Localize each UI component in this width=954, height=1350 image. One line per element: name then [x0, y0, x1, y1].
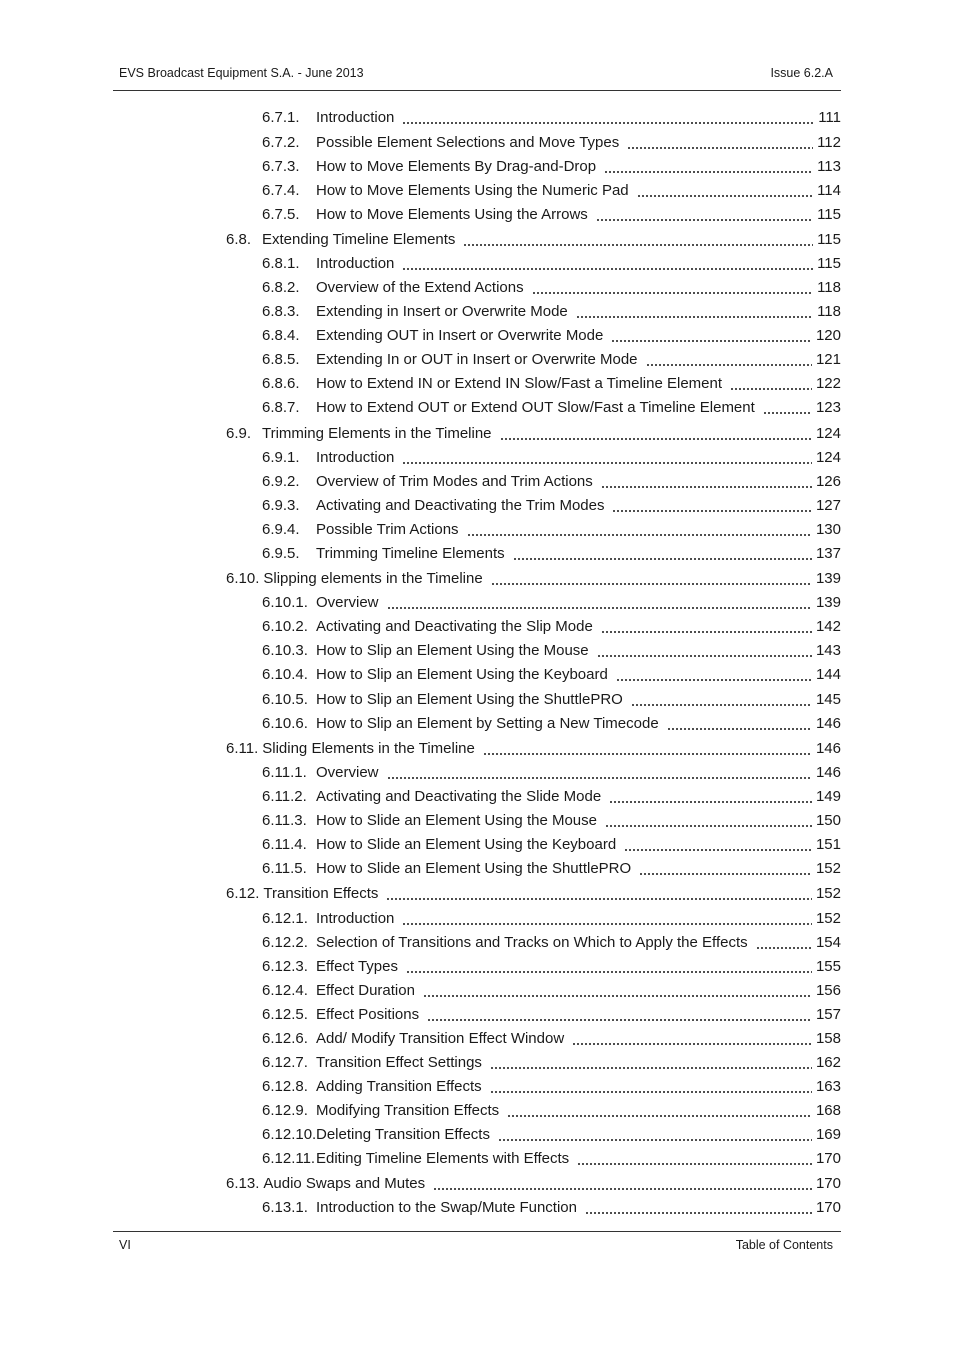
toc-entry-number: 6.11.1. [262, 764, 307, 781]
toc-entry[interactable] [226, 738, 841, 758]
toc-entry-page: 130 [815, 521, 841, 538]
toc-entry-title: How to Slide an Element Using the Keyboard [316, 836, 617, 853]
toc-entry-page: 137 [815, 545, 841, 562]
toc-entry-number: 6.9.2. [262, 473, 300, 490]
toc-entry-title: Activating and Deactivating the Trim Modes [316, 497, 605, 514]
header-issue: Issue 6.2.A [770, 66, 833, 80]
toc-dot-leader [402, 462, 812, 464]
toc-dot-leader [490, 1091, 812, 1093]
toc-entry-number: 6.8.7. [262, 399, 300, 416]
toc-entry-page: 126 [815, 473, 841, 490]
toc-entry[interactable] [262, 1100, 841, 1120]
toc-entry[interactable] [262, 253, 841, 273]
toc-entry[interactable] [262, 834, 841, 854]
toc-dot-leader [763, 412, 812, 414]
toc-entry-page: 139 [815, 594, 841, 611]
toc-entry-page: 157 [815, 1006, 841, 1023]
toc-entry-number: 6.8.1. [262, 255, 300, 272]
toc-entry[interactable] [262, 543, 841, 563]
toc-entry-page: 124 [815, 425, 841, 442]
toc-entry-page: 113 [817, 158, 841, 175]
toc-entry[interactable] [262, 762, 841, 782]
toc-entry-number: 6.10. [226, 570, 260, 587]
toc-dot-leader [601, 486, 812, 488]
toc-entry-page: 152 [815, 860, 841, 877]
toc-entry-number: 6.7.5. [262, 206, 300, 223]
toc-entry-page: 152 [815, 910, 841, 927]
toc-dot-leader [387, 777, 812, 779]
toc-entry-page: 170 [815, 1199, 841, 1216]
toc-entry-title: Audio Swaps and Mutes [263, 1175, 426, 1192]
toc-entry-title: How to Slip an Element Using the Keyboard [316, 666, 608, 683]
toc-entry-number: 6.8.2. [262, 279, 300, 296]
toc-entry-number: 6.7.3. [262, 158, 300, 175]
footer-divider [113, 1231, 841, 1232]
toc-entry-page: 115 [817, 255, 841, 272]
toc-entry-number: 6.8.6. [262, 375, 300, 392]
toc-entry-number: 6.7.1. [262, 109, 300, 126]
toc-dot-leader [387, 607, 812, 609]
toc-dot-leader [386, 898, 812, 900]
toc-dot-leader [637, 195, 813, 197]
toc-entry-page: 114 [817, 182, 841, 199]
toc-entry[interactable] [226, 423, 841, 443]
toc-entry-number: 6.7.2. [262, 134, 300, 151]
toc-dot-leader [646, 364, 812, 366]
toc-entry-title: Adding Transition Effects [316, 1078, 482, 1095]
toc-entry-number: 6.12.2. [262, 934, 308, 951]
toc-dot-leader [406, 971, 812, 973]
toc-entry-title: Selection of Transitions and Tracks on Which to Apply the Effects [316, 934, 748, 951]
toc-dot-leader [402, 122, 814, 124]
toc-entry-title: Modifying Transition Effects [316, 1102, 500, 1119]
toc-entry[interactable] [262, 689, 841, 709]
toc-entry[interactable] [262, 204, 841, 224]
toc-entry[interactable] [262, 132, 841, 152]
toc-dot-leader [433, 1188, 812, 1190]
toc-entry[interactable] [262, 325, 841, 345]
toc-entry-number: 6.12.11. [262, 1150, 316, 1167]
toc-entry-page: 163 [815, 1078, 841, 1095]
toc-entry[interactable] [262, 495, 841, 515]
toc-dot-leader [572, 1043, 812, 1045]
toc-entry-title: Add/ Modify Transition Effect Window [316, 1030, 565, 1047]
toc-entry[interactable] [262, 349, 841, 369]
toc-dot-leader [402, 268, 813, 270]
toc-entry-number: 6.10.4. [262, 666, 308, 683]
toc-entry-page: 170 [815, 1150, 841, 1167]
toc-entry-number: 6.7.4. [262, 182, 300, 199]
toc-entry[interactable] [262, 519, 841, 539]
toc-entry-number: 6.8.4. [262, 327, 300, 344]
toc-dot-leader [627, 147, 813, 149]
toc-entry-title: Extending in Insert or Overwrite Mode [316, 303, 568, 320]
toc-entry-title: Slipping elements in the Timeline [263, 570, 483, 587]
footer-section-title: Table of Contents [735, 1238, 833, 1252]
toc-entry[interactable] [262, 640, 841, 660]
toc-entry-page: 121 [815, 351, 841, 368]
toc-dot-leader [601, 631, 812, 633]
toc-entry-number: 6.12.9. [262, 1102, 308, 1119]
toc-entry-title: How to Slip an Element Using the ShuttlePRO [316, 691, 623, 708]
toc-entry-number: 6.11.2. [262, 788, 307, 805]
toc-entry[interactable] [262, 810, 841, 830]
toc-entry-number: 6.12.3. [262, 958, 308, 975]
toc-entry-number: 6.11. [226, 740, 259, 757]
toc-dot-leader [631, 704, 812, 706]
toc-entry-title: How to Move Elements Using the Numeric Pad [316, 182, 629, 199]
toc-entry-title: Introduction [316, 449, 395, 466]
toc-entry-number: 6.10.2. [262, 618, 308, 635]
toc-entry[interactable] [262, 397, 841, 417]
toc-entry[interactable] [262, 277, 841, 297]
toc-entry[interactable] [262, 932, 841, 952]
toc-entry-page: 155 [815, 958, 841, 975]
toc-entry-page: 124 [815, 449, 841, 466]
toc-entry-title: How to Move Elements By Drag-and-Drop [316, 158, 597, 175]
toc-entry-number: 6.9.3. [262, 497, 300, 514]
toc-entry[interactable] [262, 301, 841, 321]
toc-entry-title: How to Slip an Element by Setting a New Timecode [316, 715, 659, 732]
toc-entry[interactable] [262, 908, 841, 928]
toc-entry-number: 6.10.1. [262, 594, 308, 611]
toc-entry[interactable] [262, 156, 841, 176]
toc-entry-page: 123 [815, 399, 841, 416]
toc-dot-leader [624, 849, 812, 851]
toc-entry[interactable] [262, 1052, 841, 1072]
toc-entry-page: 145 [815, 691, 841, 708]
toc-entry-title: Activating and Deactivating the Slip Mode [316, 618, 593, 635]
toc-dot-leader [490, 1067, 812, 1069]
toc-entry[interactable] [226, 229, 841, 249]
toc-dot-leader [616, 679, 812, 681]
toc-dot-leader [483, 753, 812, 755]
toc-entry[interactable] [262, 471, 841, 491]
toc-entry[interactable] [262, 956, 841, 976]
toc-entry[interactable] [262, 592, 841, 612]
toc-dot-leader [577, 1163, 812, 1165]
toc-dot-leader [576, 316, 813, 318]
toc-dot-leader [667, 728, 812, 730]
toc-dot-leader [611, 340, 812, 342]
toc-entry[interactable] [262, 713, 841, 733]
toc-dot-leader [639, 873, 812, 875]
toc-entry-number: 6.8.5. [262, 351, 300, 368]
toc-entry-title: Effect Duration [316, 982, 415, 999]
toc-dot-leader [423, 995, 812, 997]
toc-entry-page: 118 [817, 303, 841, 320]
toc-entry-number: 6.12. [226, 885, 260, 902]
toc-entry-title: Introduction [316, 255, 395, 272]
toc-entry[interactable] [262, 1004, 841, 1024]
toc-dot-leader [513, 558, 812, 560]
toc-entry-number: 6.9.1. [262, 449, 300, 466]
toc-entry-title: Extending OUT in Insert or Overwrite Mode [316, 327, 604, 344]
toc-dot-leader [500, 438, 812, 440]
toc-entry-title: Introduction to the Swap/Mute Function [316, 1199, 577, 1216]
toc-entry-number: 6.9.5. [262, 545, 300, 562]
toc-entry-title: Introduction [316, 910, 395, 927]
toc-entry-number: 6.11.5. [262, 860, 307, 877]
toc-entry-page: 115 [817, 231, 841, 248]
toc-entry-number: 6.12.6. [262, 1030, 308, 1047]
toc-entry-number: 6.11.4. [262, 836, 307, 853]
toc-entry-number: 6.12.4. [262, 982, 308, 999]
toc-dot-leader [597, 655, 812, 657]
toc-entry-page: 139 [815, 570, 841, 587]
toc-entry-page: 146 [815, 740, 841, 757]
toc-entry-title: How to Extend OUT or Extend OUT Slow/Fast a Timeline Element [316, 399, 755, 416]
toc-entry-page: 149 [815, 788, 841, 805]
toc-entry-title: Trimming Timeline Elements [316, 545, 505, 562]
toc-entry-page: 169 [815, 1126, 841, 1143]
toc-entry[interactable] [262, 858, 841, 878]
toc-entry-page: 151 [815, 836, 841, 853]
toc-entry-number: 6.11.3. [262, 812, 307, 829]
toc-entry-page: 112 [817, 134, 841, 151]
toc-entry-title: Sliding Elements in the Timeline [262, 740, 475, 757]
toc-entry-title: Effect Positions [316, 1006, 420, 1023]
toc-entry-number: 6.12.5. [262, 1006, 308, 1023]
toc-entry-page: 143 [815, 642, 841, 659]
toc-entry-title: Effect Types [316, 958, 398, 975]
toc-entry-page: 170 [815, 1175, 841, 1192]
toc-entry-page: 122 [815, 375, 841, 392]
toc-entry-number: 6.10.5. [262, 691, 308, 708]
toc-entry[interactable] [262, 1076, 841, 1096]
toc-entry[interactable] [262, 616, 841, 636]
toc-dot-leader [498, 1139, 812, 1141]
toc-entry-title: Overview [316, 764, 379, 781]
toc-dot-leader [609, 801, 812, 803]
toc-entry-page: 150 [815, 812, 841, 829]
toc-dot-leader [507, 1115, 812, 1117]
toc-entry-page: 162 [815, 1054, 841, 1071]
toc-entry-title: Deleting Transition Effects [316, 1126, 490, 1143]
toc-entry-page: 146 [815, 715, 841, 732]
toc-entry-number: 6.12.7. [262, 1054, 308, 1071]
toc-entry-page: 118 [817, 279, 841, 296]
toc-entry-title: Extending In or OUT in Insert or Overwrite Mode [316, 351, 638, 368]
toc-dot-leader [467, 534, 812, 536]
toc-entry-number: 6.8. [226, 231, 252, 248]
toc-dot-leader [605, 825, 812, 827]
toc-entry[interactable] [262, 1124, 841, 1144]
toc-entry[interactable] [262, 373, 841, 393]
toc-dot-leader [756, 947, 812, 949]
toc-entry-page: 146 [815, 764, 841, 781]
toc-dot-leader [463, 244, 813, 246]
toc-dot-leader [730, 388, 812, 390]
toc-entry-title: Possible Element Selections and Move Types [316, 134, 620, 151]
toc-entry-title: How to Slip an Element Using the Mouse [316, 642, 589, 659]
toc-entry-title: How to Slide an Element Using the ShuttlePRO [316, 860, 632, 877]
toc-entry-title: Extending Timeline Elements [262, 231, 456, 248]
toc-dot-leader [585, 1212, 812, 1214]
toc-entry-title: Possible Trim Actions [316, 521, 459, 538]
toc-entry[interactable] [262, 1148, 841, 1168]
toc-entry-title: Overview of Trim Modes and Trim Actions [316, 473, 593, 490]
toc-entry-title: Transition Effects [263, 885, 379, 902]
toc-entry[interactable] [262, 786, 841, 806]
toc-entry-number: 6.10.6. [262, 715, 308, 732]
toc-entry-title: Transition Effect Settings [316, 1054, 482, 1071]
toc-entry[interactable] [226, 1173, 841, 1193]
toc-entry[interactable] [226, 883, 841, 903]
toc-entry-number: 6.12.10. [262, 1126, 317, 1143]
toc-entry-number: 6.13. [226, 1175, 260, 1192]
toc-entry-page: 115 [817, 206, 841, 223]
toc-entry-page: 154 [815, 934, 841, 951]
toc-entry-number: 6.9. [226, 425, 252, 442]
toc-entry[interactable] [262, 1197, 841, 1217]
toc-entry-page: 142 [815, 618, 841, 635]
toc-dot-leader [604, 171, 813, 173]
toc-entry-number: 6.12.8. [262, 1078, 308, 1095]
toc-dot-leader [491, 583, 812, 585]
toc-entry-title: Editing Timeline Elements with Effects [316, 1150, 570, 1167]
toc-entry-page: 144 [815, 666, 841, 683]
toc-entry-page: 127 [815, 497, 841, 514]
toc-entry[interactable] [226, 568, 841, 588]
toc-entry-page: 168 [815, 1102, 841, 1119]
toc-entry[interactable] [262, 1028, 841, 1048]
toc-entry-title: Activating and Deactivating the Slide Mode [316, 788, 602, 805]
toc-entry-title: How to Extend IN or Extend IN Slow/Fast a Timeline Element [316, 375, 723, 392]
toc-entry-number: 6.9.4. [262, 521, 300, 538]
toc-dot-leader [402, 923, 812, 925]
toc-dot-leader [596, 219, 813, 221]
toc-dot-leader [427, 1019, 812, 1021]
toc-dot-leader [612, 510, 811, 512]
toc-entry[interactable] [262, 180, 841, 200]
toc-entry-page: 156 [815, 982, 841, 999]
toc-entry-page: 120 [815, 327, 841, 344]
toc-entry-title: Introduction [316, 109, 395, 126]
toc-entry[interactable] [262, 664, 841, 684]
toc-entry-page: 158 [815, 1030, 841, 1047]
toc-entry-title: Overview [316, 594, 379, 611]
toc-entry-number: 6.13.1. [262, 1199, 308, 1216]
toc-entry[interactable] [262, 980, 841, 1000]
toc-entry-title: How to Move Elements Using the Arrows [316, 206, 588, 223]
toc-entry-title: Overview of the Extend Actions [316, 279, 524, 296]
toc-entry-page: 152 [815, 885, 841, 902]
toc-entry-number: 6.12.1. [262, 910, 308, 927]
footer-page-number: VI [119, 1238, 131, 1252]
toc-entry-number: 6.8.3. [262, 303, 300, 320]
toc-entry-title: How to Slide an Element Using the Mouse [316, 812, 597, 829]
toc-dot-leader [532, 292, 813, 294]
toc-entry-number: 6.10.3. [262, 642, 308, 659]
toc-entry-title: Trimming Elements in the Timeline [262, 425, 492, 442]
toc-entry-page: 111 [818, 109, 841, 126]
header-document-info: EVS Broadcast Equipment S.A. - June 2013 [119, 66, 364, 80]
toc-entry[interactable] [262, 107, 841, 127]
toc-entry[interactable] [262, 447, 841, 467]
